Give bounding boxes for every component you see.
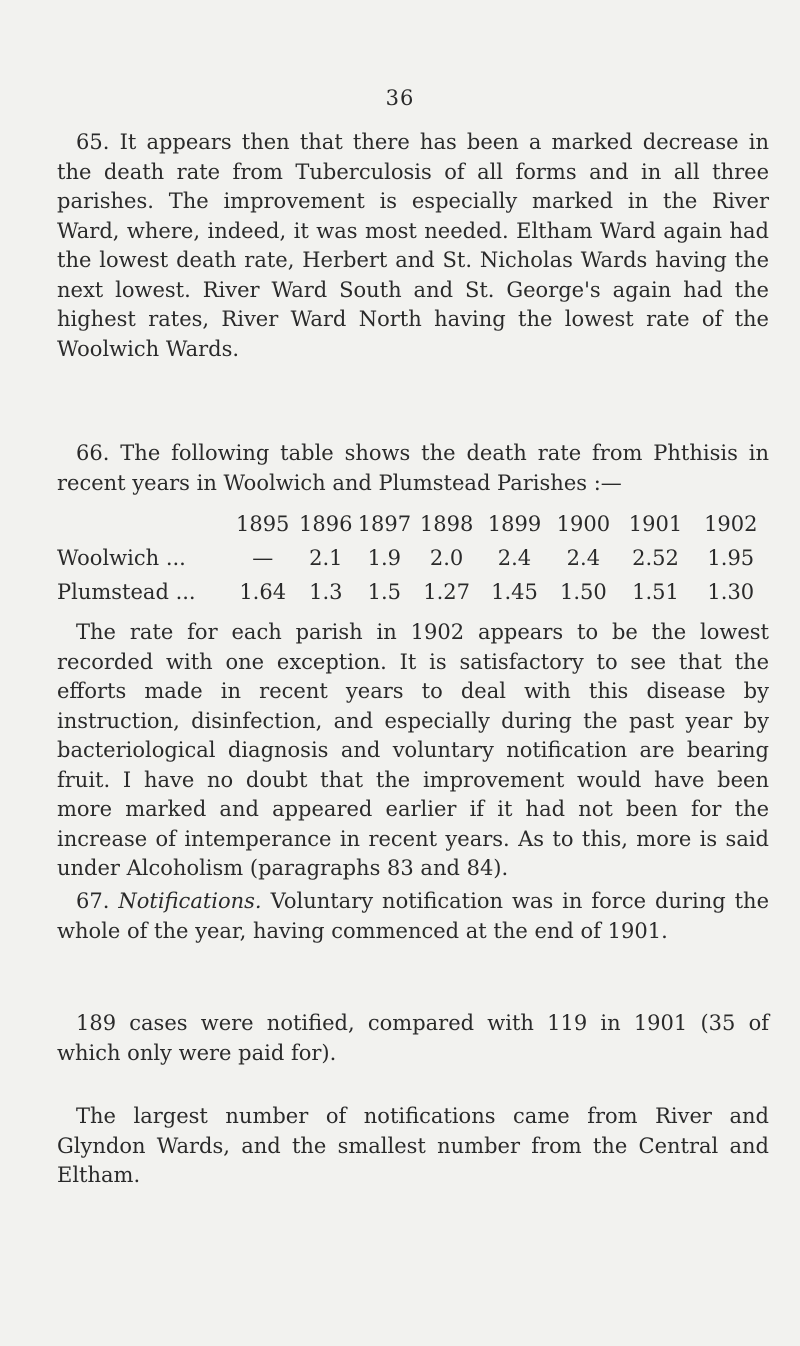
table-cell: 1.27 bbox=[423, 580, 470, 604]
row-label: Woolwich ... bbox=[57, 546, 186, 570]
year-header: 1899 bbox=[487, 512, 542, 536]
table-row-plumstead bbox=[57, 575, 769, 609]
year-header: 1901 bbox=[628, 512, 683, 536]
paragraph-67-text: Voluntary notification was in force during the whole of the year, having commenced at the end of 1901. bbox=[57, 889, 770, 943]
year-header: 1897 bbox=[357, 512, 412, 536]
table-cell: 2.1 bbox=[309, 546, 343, 570]
table-row-woolwich bbox=[57, 541, 769, 575]
row-label: Plumstead ... bbox=[57, 580, 196, 604]
paragraph-67-cases: 189 cases were notified, compared with 119 in 1901 (35 of which only were paid for). bbox=[57, 1011, 769, 1065]
page-number: 36 bbox=[385, 86, 415, 110]
table-cell: 1.5 bbox=[367, 580, 402, 604]
phthisis-death-rate-table bbox=[57, 507, 769, 609]
year-header: 1896 bbox=[299, 512, 353, 536]
paragraph-66-text: The following table shows the death rate from Phthisis in recent years in Woolwich and Plumstead Parishes :— bbox=[57, 441, 769, 495]
paragraph-65 bbox=[57, 128, 769, 364]
paragraph-65-number: 65. bbox=[76, 130, 110, 154]
paragraph-67-heading: Notifications. bbox=[118, 889, 262, 913]
paragraph-65-text: It appears then that there has been a marked decrease in the death rate from Tuberculosis of all forms and in all three parishes. The improvement is especially marked in the River Ward, where, indeed, it was most needed. Eltham Ward again had the lowest death rate, Herbert and St. Nicholas Wards having the next lowest. River Ward South and St. George's again had the highest rates, River Ward North having the lowest rate of the Woolwich Wards. bbox=[57, 130, 769, 361]
year-header: 1902 bbox=[704, 512, 758, 536]
table-cell: 1.51 bbox=[632, 580, 679, 604]
paragraph-66 bbox=[57, 439, 769, 498]
paragraph-66-number: 66. bbox=[76, 441, 110, 465]
table-cell: — bbox=[252, 546, 274, 570]
table-cell: 2.4 bbox=[566, 546, 601, 570]
paragraph-67-wards: The largest number of notifications came from River and Glyndon Wards, and the smallest number from the Central and Eltham. bbox=[57, 1104, 769, 1187]
year-header: 1898 bbox=[419, 512, 474, 536]
table-cell: 1.3 bbox=[309, 580, 343, 604]
year-header: 1895 bbox=[235, 512, 290, 536]
table-cell: 1.64 bbox=[239, 580, 287, 604]
table-corner-cell bbox=[57, 507, 230, 541]
table-cell: 1.30 bbox=[707, 580, 755, 604]
table-cell: 1.50 bbox=[560, 580, 607, 604]
table-cell: 1.9 bbox=[367, 546, 402, 570]
year-header: 1900 bbox=[556, 512, 611, 536]
paragraph-66-continuation: The rate for each parish in 1902 appears to be the lowest recorded with one exception. It is satisfactory to see that the efforts made in recent years to deal with this disease by instruction, disinfection, and especially during the past year by bacteriological diagnosis and voluntary notification are bearing fruit. I have no doubt that the improvement would have been more marked and appeared earlier if it had not been for the increase of intemperance in recent years. As to this, more is said under Alcoholism (paragraphs 83 and 84). bbox=[57, 620, 769, 880]
table-cell: 2.4 bbox=[497, 546, 532, 570]
paragraph-67-number: 67. bbox=[76, 889, 110, 913]
paragraph-67 bbox=[57, 887, 769, 946]
table-cell: 2.0 bbox=[429, 546, 464, 570]
table-cell: 2.52 bbox=[632, 546, 679, 570]
table-cell: 1.95 bbox=[707, 546, 755, 570]
table-header-row bbox=[57, 507, 769, 541]
table-cell: 1.45 bbox=[491, 580, 538, 604]
